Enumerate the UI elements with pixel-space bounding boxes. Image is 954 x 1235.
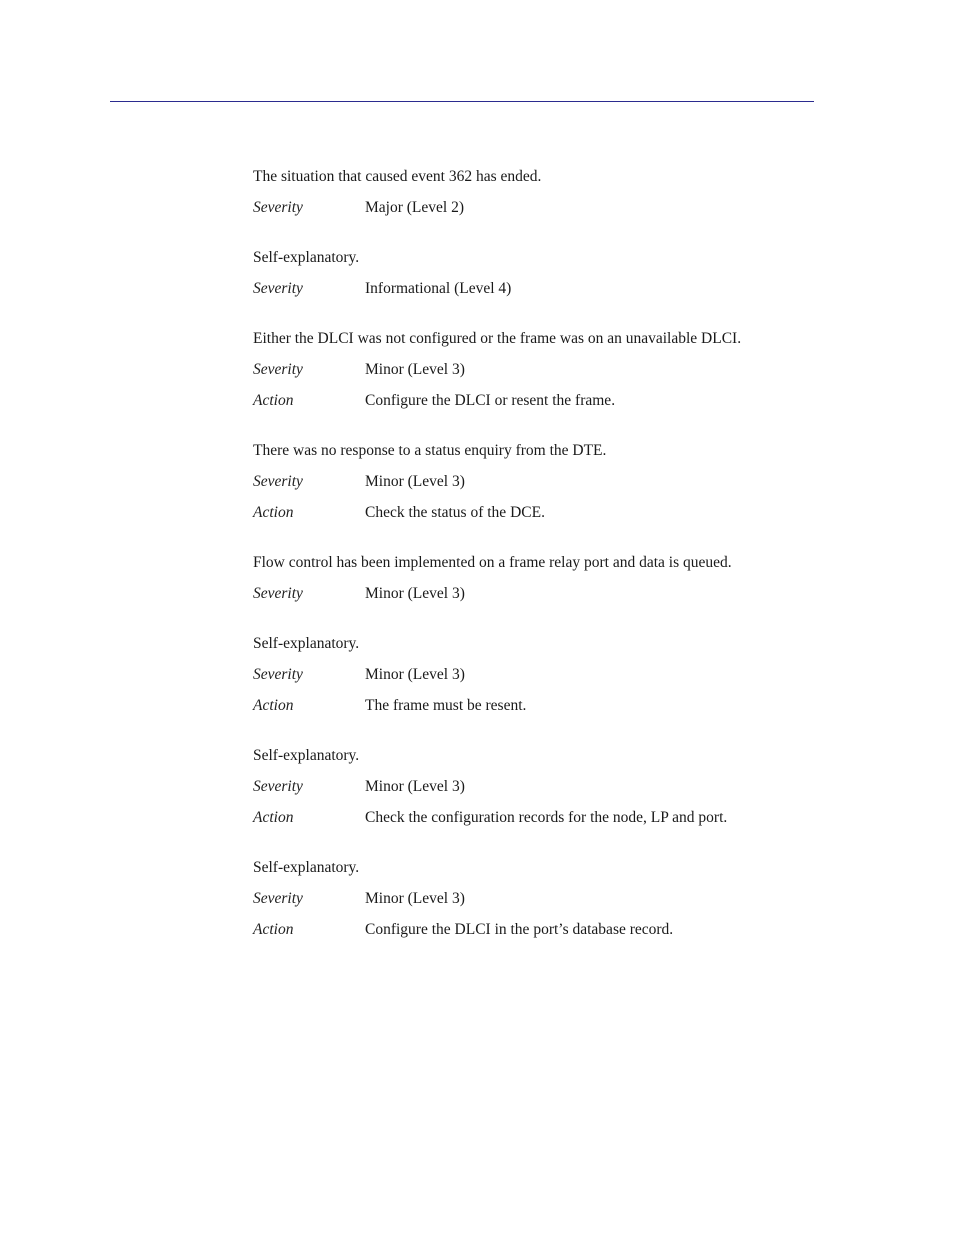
action-row — [253, 502, 813, 524]
event-description: Either the DLCI was not configured or the frame was on an unavailable DLCI. — [253, 330, 742, 347]
field-value: Configure the DLCI in the port’s database record. — [365, 921, 674, 938]
header-rule — [110, 101, 814, 102]
field-value: Minor (Level 3) — [365, 585, 465, 602]
field-label: Severity — [253, 890, 303, 907]
severity-row — [253, 888, 813, 910]
event-list — [253, 166, 813, 969]
field-label: Severity — [253, 585, 303, 602]
action-row — [253, 695, 813, 717]
event-entry — [253, 745, 813, 829]
field-value: Minor (Level 3) — [365, 890, 465, 907]
severity-row — [253, 471, 813, 493]
field-label: Action — [253, 504, 294, 521]
event-entry — [253, 552, 813, 605]
field-value: Informational (Level 4) — [365, 280, 512, 297]
field-label: Action — [253, 697, 294, 714]
event-entry — [253, 440, 813, 524]
field-label: Action — [253, 921, 294, 938]
field-label: Action — [253, 392, 294, 409]
field-label: Severity — [253, 361, 303, 378]
field-value: Minor (Level 3) — [365, 361, 465, 378]
field-value: Check the configuration records for the node, LP and port. — [365, 809, 728, 826]
field-value: Major (Level 2) — [365, 199, 464, 216]
event-description: Self-explanatory. — [253, 249, 360, 266]
field-value: Configure the DLCI or resent the frame. — [365, 392, 616, 409]
action-row — [253, 807, 813, 829]
severity-row — [253, 664, 813, 686]
severity-row — [253, 776, 813, 798]
field-value: Check the status of the DCE. — [365, 504, 545, 521]
event-description: Self-explanatory. — [253, 635, 360, 652]
field-label: Action — [253, 809, 294, 826]
event-description: Flow control has been implemented on a frame relay port and data is queued. — [253, 554, 732, 571]
field-value: Minor (Level 3) — [365, 666, 465, 683]
severity-row — [253, 359, 813, 381]
field-value: Minor (Level 3) — [365, 778, 465, 795]
event-description: Self-explanatory. — [253, 747, 360, 764]
event-description: The situation that caused event 362 has ended. — [253, 168, 542, 185]
field-label: Severity — [253, 473, 303, 490]
event-entry — [253, 328, 813, 412]
field-value: The frame must be resent. — [365, 697, 527, 714]
severity-row — [253, 583, 813, 605]
field-label: Severity — [253, 778, 303, 795]
event-entry — [253, 857, 813, 941]
severity-row — [253, 278, 813, 300]
field-label: Severity — [253, 199, 303, 216]
action-row — [253, 919, 813, 941]
severity-row — [253, 197, 813, 219]
event-entry — [253, 633, 813, 717]
field-value: Minor (Level 3) — [365, 473, 465, 490]
field-label: Severity — [253, 280, 303, 297]
event-entry — [253, 166, 813, 219]
action-row — [253, 390, 813, 412]
event-entry — [253, 247, 813, 300]
field-label: Severity — [253, 666, 303, 683]
event-description: Self-explanatory. — [253, 859, 360, 876]
event-description: There was no response to a status enquiry from the DTE. — [253, 442, 607, 459]
